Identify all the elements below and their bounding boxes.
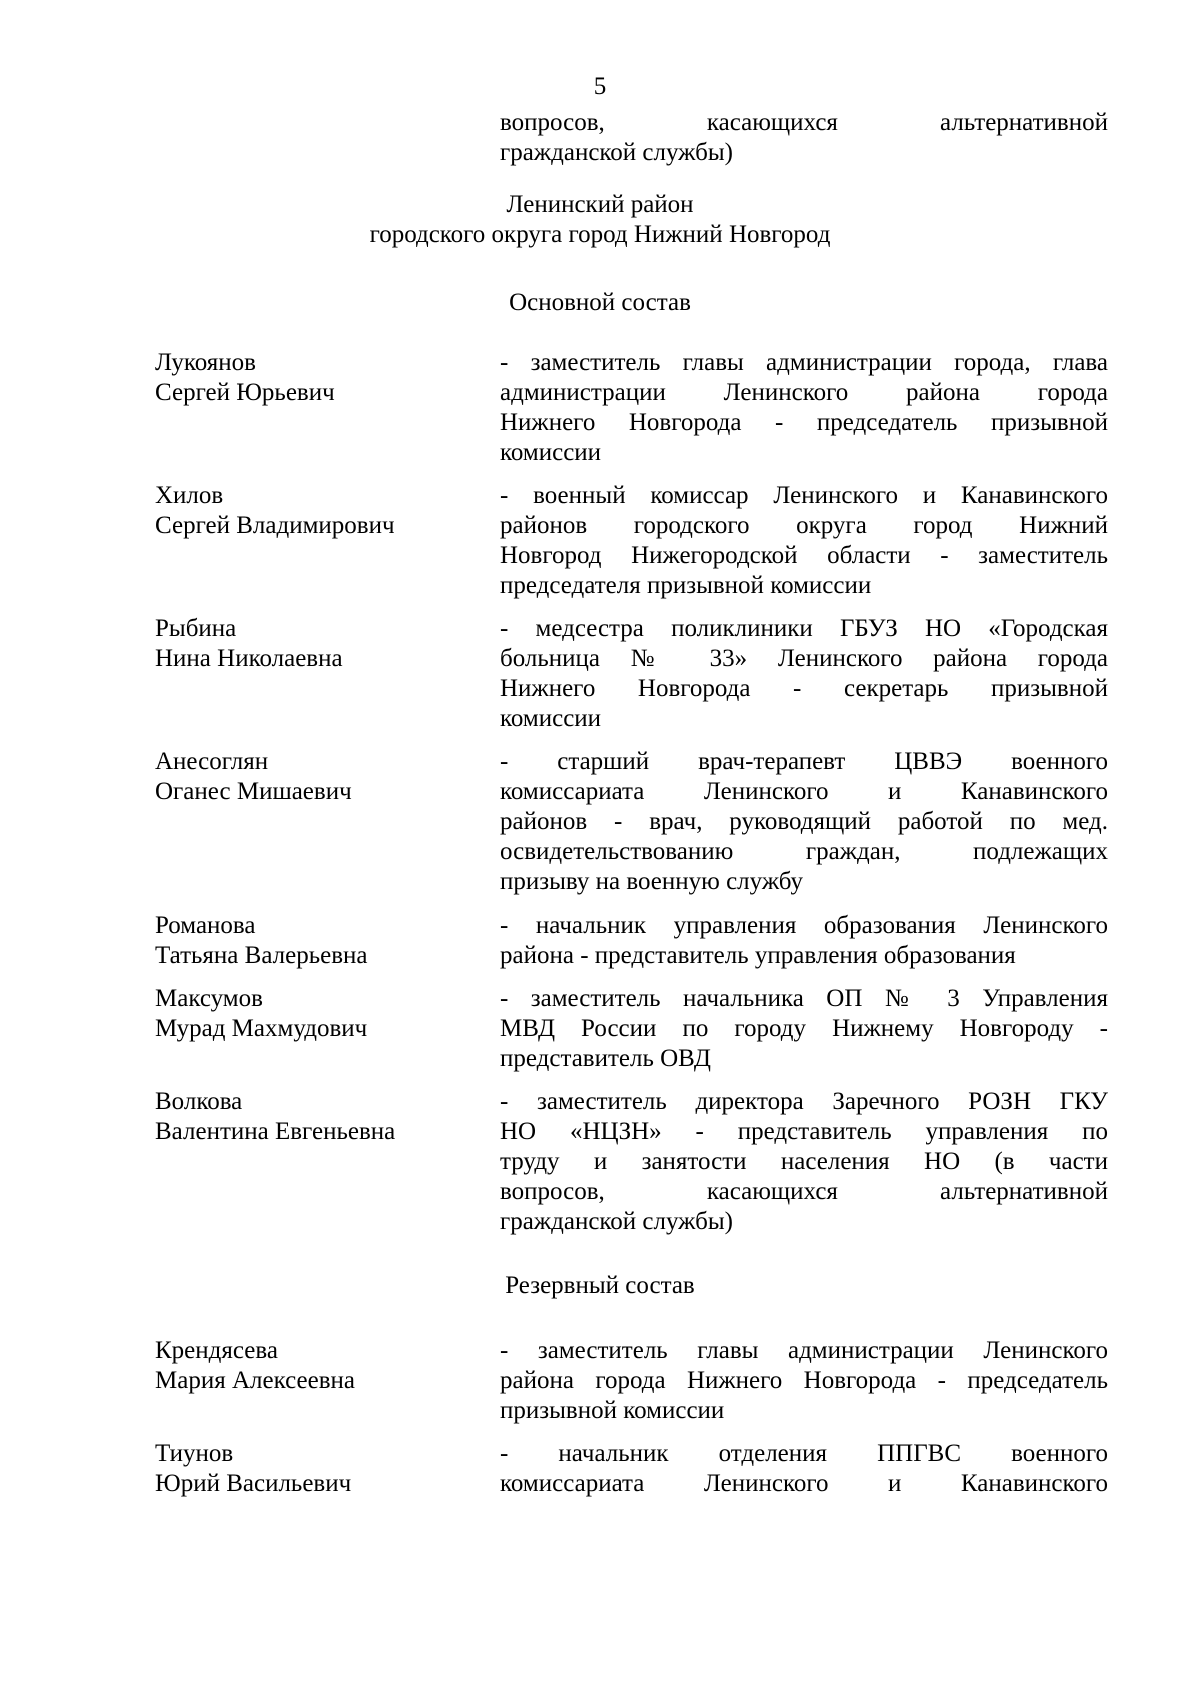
role-line: Нижнего Новгорода - председатель призывной <box>500 409 1108 436</box>
member-given-name: Сергей Владимирович <box>155 512 395 539</box>
role-line: гражданской службы) <box>500 1208 733 1235</box>
member-surname: Тиунов <box>155 1440 234 1467</box>
role-line: - заместитель начальника ОП № 3 Управления <box>500 985 1108 1012</box>
role-line: Новгород Нижегородской области - заместитель <box>500 542 1108 569</box>
member-role <box>500 747 1108 897</box>
main-composition-heading: Основной состав <box>509 289 691 316</box>
member-surname: Романова <box>155 912 256 939</box>
role-line: комиссариата Ленинского и Канавинского <box>500 778 1108 805</box>
member-name <box>155 614 485 674</box>
role-line: - старший врач-терапевт ЦВВЭ военного <box>500 748 1108 775</box>
role-line: призывной комиссии <box>500 1397 725 1424</box>
role-line: - заместитель директора Заречного РОЗН ГКУ <box>500 1088 1108 1115</box>
member-name <box>155 348 485 408</box>
role-line: представитель ОВД <box>500 1045 711 1072</box>
district-title-line: Ленинский район <box>506 191 694 218</box>
member-surname: Крендясева <box>155 1337 278 1364</box>
member-surname: Максумов <box>155 985 263 1012</box>
role-line: Нижнего Новгорода - секретарь призывной <box>500 675 1108 702</box>
member-name <box>155 984 485 1044</box>
member-name <box>155 1336 485 1396</box>
member-given-name: Валентина Евгеньевна <box>155 1118 396 1145</box>
role-line: председателя призывной комиссии <box>500 572 872 599</box>
continuation-line: вопросов, касающихся альтернативной <box>500 109 1108 136</box>
role-line: - заместитель главы администрации города, глава <box>500 349 1108 376</box>
reserve-composition-heading: Резервный состав <box>505 1272 695 1299</box>
member-given-name: Сергей Юрьевич <box>155 379 335 406</box>
role-line: администрации Ленинского района города <box>500 379 1108 406</box>
role-line: освидетельствованию граждан, подлежащих <box>500 838 1108 865</box>
member-role <box>500 1087 1108 1237</box>
member-given-name: Оганес Мишаевич <box>155 778 352 805</box>
continuation-line: гражданской службы) <box>500 139 733 166</box>
member-name <box>155 747 485 807</box>
role-line: больница № 33» Ленинского района города <box>500 645 1108 672</box>
role-line: комиссариата Ленинского и Канавинского <box>500 1470 1108 1497</box>
role-line: - медсестра поликлиники ГБУЗ НО «Городская <box>500 615 1108 642</box>
member-name <box>155 481 485 541</box>
member-role <box>500 1439 1108 1499</box>
member-role <box>500 1336 1108 1426</box>
member-role <box>500 348 1108 468</box>
member-given-name: Татьяна Валерьевна <box>155 942 368 969</box>
role-line: - заместитель главы администрации Ленинского <box>500 1337 1108 1364</box>
continuation-text <box>500 108 1108 168</box>
member-role <box>500 481 1108 601</box>
role-line: НО «НЦЗН» - представитель управления по <box>500 1118 1108 1145</box>
role-line: районов городского округа город Нижний <box>500 512 1108 539</box>
role-line: комиссии <box>500 439 602 466</box>
page-number: 5 <box>593 73 607 100</box>
member-given-name: Мария Алексеевна <box>155 1367 355 1394</box>
member-given-name: Юрий Васильевич <box>155 1470 352 1497</box>
member-given-name: Мурад Махмудович <box>155 1015 368 1042</box>
role-line: - начальник отделения ППГВС военного <box>500 1440 1108 1467</box>
role-line: - военный комиссар Ленинского и Канавинского <box>500 482 1108 509</box>
district-title <box>0 190 1200 250</box>
role-line: - начальник управления образования Ленинского <box>500 912 1108 939</box>
member-surname: Анесоглян <box>155 748 269 775</box>
role-line: комиссии <box>500 705 602 732</box>
member-surname: Хилов <box>155 482 224 509</box>
member-given-name: Нина Николаевна <box>155 645 343 672</box>
role-line: района города Нижнего Новгорода - председатель <box>500 1367 1108 1394</box>
member-name <box>155 911 485 971</box>
member-name <box>155 1087 485 1147</box>
member-surname: Волкова <box>155 1088 243 1115</box>
member-surname: Лукоянов <box>155 349 256 376</box>
member-role <box>500 984 1108 1074</box>
member-name <box>155 1439 485 1499</box>
role-line: труду и занятости населения НО (в части <box>500 1148 1108 1175</box>
member-surname: Рыбина <box>155 615 237 642</box>
member-role <box>500 614 1108 734</box>
role-line: вопросов, касающихся альтернативной <box>500 1178 1108 1205</box>
district-title-line: городского округа город Нижний Новгород <box>369 221 831 248</box>
role-line: районов - врач, руководящий работой по мед. <box>500 808 1108 835</box>
role-line: МВД России по городу Нижнему Новгороду - <box>500 1015 1108 1042</box>
role-line: призыву на военную службу <box>500 868 804 895</box>
role-line: района - представитель управления образования <box>500 942 1016 969</box>
member-role <box>500 911 1108 971</box>
